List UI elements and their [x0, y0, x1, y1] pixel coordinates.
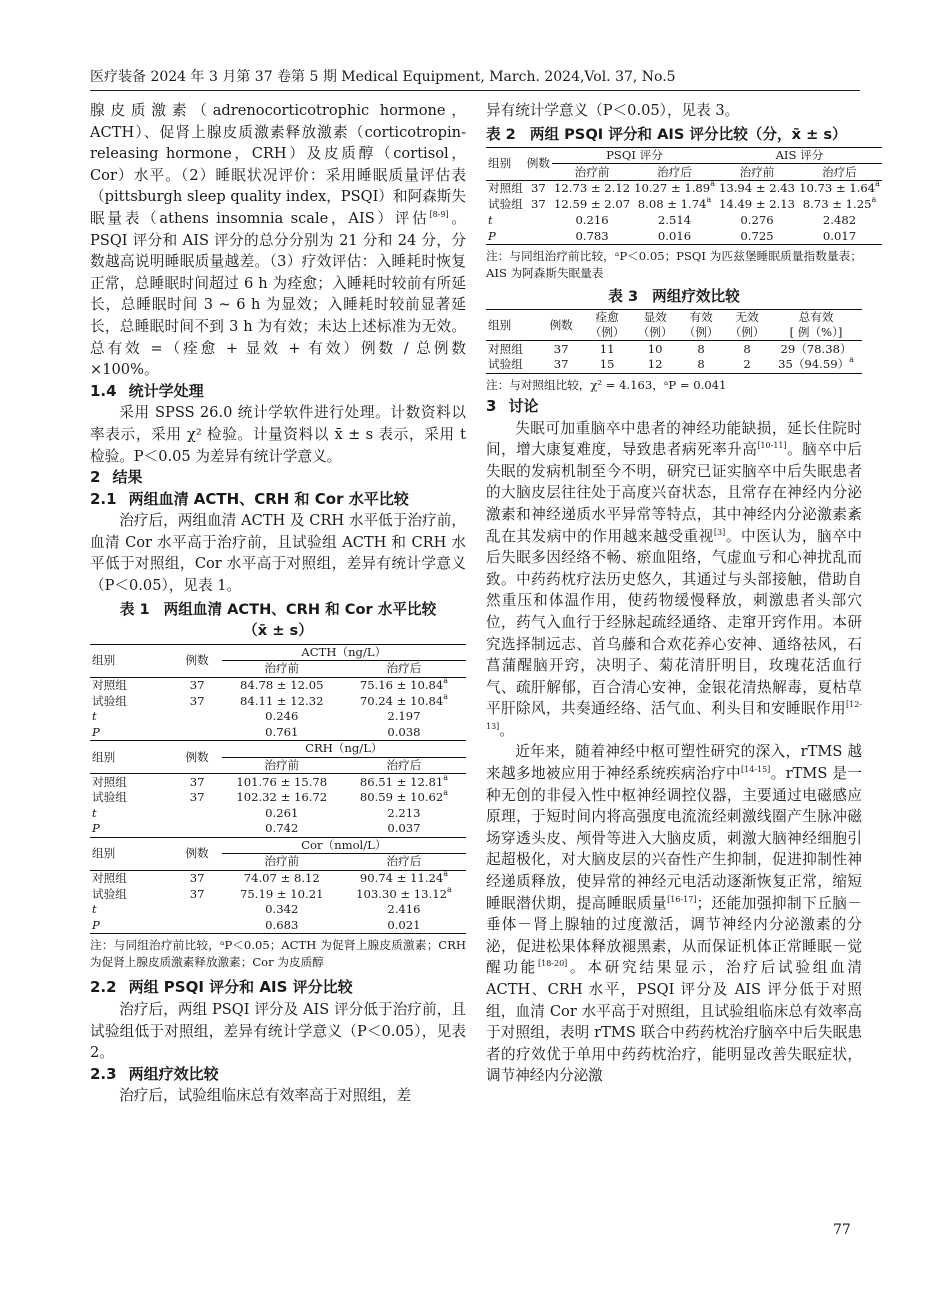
row-group: 对照组	[92, 871, 127, 886]
significance-mark: a	[443, 691, 449, 701]
row-ais-after: 10.73 ± 1.64$^a$	[799, 179, 880, 196]
table2-note: 注：与同组治疗前比较，ᵃP＜0.05；PSQI 为匹兹堡睡眠质量指数量表；AIS 为阿森斯失眠量表	[486, 249, 862, 281]
row-after: 2.197	[387, 709, 421, 724]
heading-text: 两组 PSQI 评分和 AIS 评分比较	[128, 978, 353, 997]
running-head: 医疗装备 2024 年 3 月第 37 卷第 5 期 Medical Equipment, March. 2024,Vol. 37, No.5	[90, 69, 676, 85]
row-before: 102.32 ± 16.72	[236, 790, 328, 805]
significance-mark: a	[710, 179, 715, 189]
results-2-3-continued: 异有统计学意义（P＜0.05），见表 3。	[486, 102, 740, 119]
table2-caption	[486, 124, 862, 145]
table-row	[90, 790, 466, 806]
column-header-before: 治疗前	[264, 854, 300, 869]
row-group: 对照组	[92, 677, 127, 692]
methods-text: 腺皮质激素（adrenocorticotrophic hormone，ACTH）、促肾上腺皮质激素释放激素（corticotropin-releasing hormone，CRH）及皮质醇（cortisol，Cor）水平。（2）睡眠状况评价：采用睡眠质量评估表（pittsburgh sleep quality index，PSQI）和阿森斯失眠量表（athens insomnia scale，AIS）评估	[90, 102, 466, 227]
column-header-measure: CRH（ng/L）	[222, 741, 466, 758]
column-header-group: 组别	[92, 749, 116, 764]
row-before: 0.761	[265, 724, 299, 739]
table-label: 表 1	[119, 600, 150, 618]
discussion-text: 。本研究结果显示，治疗后试验组血清 ACTH、CRH 水平，PSQI 评分及 AIS 评分低于对照组，血清 Cor 水平高于对照组，且试验组临床总有效率高于对照组，表明 rTMS 联合中药药枕治疗脑卒中后失眠患者的疗效优于单用中药药枕治疗，能明显改善失眠症状，调节神经内分泌激	[486, 959, 862, 1085]
row-ais-before: 13.94 ± 2.43	[718, 181, 796, 196]
column-header-group: 组别	[488, 156, 512, 171]
row-n	[525, 213, 552, 229]
table-row	[90, 918, 466, 934]
row-after: 70.24 ± 10.84$^a$	[359, 691, 449, 708]
header-rule	[90, 90, 860, 91]
row-before: 0.683	[265, 917, 299, 932]
table-header-row	[90, 644, 466, 661]
column-header-n: 例数	[526, 156, 550, 171]
table-row	[90, 709, 466, 725]
row-group: P	[92, 917, 100, 932]
table-row	[90, 887, 466, 903]
row-before: 74.07 ± 8.12	[243, 871, 320, 886]
row-effective: 8	[697, 357, 705, 372]
table-header-row	[486, 310, 862, 341]
column-header-after: 治疗后	[822, 164, 857, 179]
column-header-after: 治疗后	[386, 661, 422, 676]
row-n: 37	[553, 341, 569, 356]
column-header-psqi: PSQI 评分	[552, 147, 717, 164]
heading-text: 统计学处理	[128, 381, 204, 400]
significance-mark: a	[875, 179, 880, 189]
heading-number: 2	[90, 468, 101, 487]
page-number: 77	[833, 1222, 851, 1238]
row-ais-after: 8.73 ± 1.25$^a$	[802, 195, 877, 212]
table-row	[90, 693, 466, 709]
row-marked: 10	[647, 341, 663, 356]
discussion-text: 失眠可加重脑卒中患者的神经功能缺损，延长住院时间，增大康复难度，导致患者病死率升高	[486, 419, 862, 459]
table-title: 两组血清 ACTH、CRH 和 Cor 水平比较	[163, 600, 437, 618]
row-before: 0.261	[265, 805, 299, 820]
heading-text: 两组疗效比较	[128, 1064, 219, 1083]
row-psqi-before: 0.216	[575, 212, 609, 227]
discussion-text: 。rTMS 是一种无创的非侵入性中枢神经调控仪器，主要通过电磁感应原理，于短时间内将高强度电流流经刺激线圈产生脉冲磁场穿透头皮、颅骨等进入大脑皮质，刺激大脑神经细胞引起超极化，对大脑皮层的兴奋性产生抑制，促进抑制性神经递质释放，使异常的神经元电活动逐渐恢复正常，缩短睡眠潜伏期，提高睡眠质量	[486, 765, 862, 912]
row-before: 0.342	[265, 902, 299, 917]
row-n: 37	[189, 677, 205, 692]
table-row	[486, 197, 882, 213]
significance-mark: a	[871, 195, 877, 205]
column-header-n: 例数	[185, 749, 209, 764]
significance-mark: a	[443, 675, 449, 685]
table-row	[486, 229, 882, 245]
column-header-group: 组别	[92, 846, 116, 861]
row-after: 103.30 ± 13.12$^a$	[356, 884, 452, 901]
significance-mark: a	[443, 772, 449, 782]
row-group: t	[92, 805, 97, 820]
row-n	[173, 709, 222, 725]
row-ais-before: 0.276	[740, 212, 774, 227]
results-2-3-paragraph: 治疗后，试验组临床总有效率高于对照组，差	[119, 1087, 412, 1105]
row-after: 80.59 ± 10.62$^a$	[359, 788, 449, 805]
row-before: 0.246	[265, 709, 299, 724]
table-row	[90, 806, 466, 822]
table-row	[486, 181, 882, 197]
row-n: 37	[189, 871, 205, 886]
row-after: 90.74 ± 11.24$^a$	[359, 869, 449, 886]
row-psqi-before: 0.783	[575, 228, 609, 243]
row-effective: 8	[697, 341, 705, 356]
row-group: 试验组	[92, 790, 127, 805]
discussion-text: ；还能加强抑制下丘脑－垂体－肾上腺轴的过度激活，调节神经内分泌激素的分泌，促进松果体释放褪黑素，从而保证机体正常睡眠－觉醒功能	[486, 894, 862, 977]
discussion-text: 。脑卒中后失眠的发病机制至今不明，研究已证实脑卒中后失眠患者的大脑皮层往往处于高度兴奋状态，且常存在神经内分泌激素和神经递质水平异常等特点，其中神经内分泌激素紊乱在其发病中的作用越来越受重视	[486, 441, 862, 545]
section-heading-3	[486, 396, 862, 418]
column-header-before: 治疗前	[264, 661, 300, 676]
heading-number: 3	[486, 396, 497, 415]
row-total: 29（78.38）	[780, 341, 852, 356]
row-group: 对照组	[488, 341, 523, 356]
results-2-1-paragraph: 治疗后，两组血清 ACTH 及 CRH 水平低于治疗前，血清 Cor 水平高于治疗前，且试验组 ACTH 和 CRH 水平低于对照组，Cor 水平高于对照组，差异有统计学意义（P＜0.05），见表 1。	[90, 512, 466, 595]
heading-text: 结果	[112, 468, 143, 487]
citation: [8-9]	[429, 209, 449, 219]
row-group: 试验组	[488, 357, 523, 372]
table-row	[486, 213, 882, 229]
significance-mark: a	[706, 195, 712, 205]
citation: [3]	[713, 527, 726, 537]
column-header: 有效 （例）	[683, 310, 719, 340]
row-psqi-before: 12.59 ± 2.07	[554, 197, 631, 212]
table-row	[486, 341, 862, 357]
heading-number: 2.3	[90, 1064, 117, 1083]
row-psqi-after: 2.514	[657, 212, 692, 227]
row-group: 对照组	[488, 181, 523, 196]
table-header-row	[90, 837, 466, 854]
row-total: $35(94.59)^a$	[778, 355, 854, 372]
row-after: 2.213	[387, 805, 421, 820]
column-header: 显效 （例）	[637, 310, 673, 340]
table-row	[90, 725, 466, 741]
table3-note: 注：与对照组比较，χ² = 4.163，ᵃP = 0.041	[486, 377, 727, 392]
row-marked: 12	[647, 357, 663, 372]
row-n	[173, 725, 222, 741]
row-psqi-after: 0.016	[657, 228, 692, 243]
discussion-paragraph-1	[486, 418, 862, 742]
heading-text: 两组血清 ACTH、CRH 和 Cor 水平比较	[128, 489, 409, 508]
row-after: 0.037	[387, 821, 421, 836]
row-before: 75.19 ± 10.21	[240, 886, 324, 901]
significance-mark: a	[446, 884, 452, 894]
column-header-after: 治疗后	[386, 854, 422, 869]
citation: [14-15]	[740, 765, 771, 775]
row-group: 对照组	[92, 774, 127, 789]
stats-paragraph: 采用 SPSS 26.0 统计学软件进行处理。计数资料以率表示，采用 χ² 检验。计量资料以 x̄ ± s 表示，采用 t 检验。P＜0.05 为差异有统计学意义。	[90, 404, 466, 465]
row-n	[173, 902, 222, 918]
table-row	[90, 774, 466, 790]
significance-mark: a	[443, 788, 449, 798]
results-2-2-paragraph: 治疗后，两组 PSQI 评分及 AIS 评分低于治疗前，且试验组低于对照组，差异有统计学意义（P＜0.05），见表 2。	[90, 1000, 466, 1062]
row-n: 37	[531, 181, 546, 196]
table-header-row	[486, 147, 882, 164]
row-group: 试验组	[92, 693, 127, 708]
significance-mark: a	[443, 869, 449, 879]
row-n: 37	[531, 197, 546, 212]
citation: [10-11]	[757, 441, 787, 451]
row-group: P	[92, 821, 100, 836]
row-group: 试验组	[488, 197, 523, 212]
discussion-text: 。中医认为，脑卒中后失眠多因经络不畅、瘀血阻络，气虚血亏和心神扰乱而致。中药药枕疗法历史悠久，其通过与头部接触，借助自然重压和体温作用，使药物缓慢释放，刺激患者头部穴位，药气入血行于经脉起疏经通络、走窜开窍作用。本研究选择制远志、首乌藤和合欢花养心安神、通络祛风，石菖蒲醒脑开窍，决明子、菊花清肝明目，玫瑰花活血行气、疏肝解郁，百合清心安神，金银花清热解毒，夏枯草平肝除风，共奏通经络、活气血、利头目和安睡眠作用	[486, 527, 862, 718]
column-header: 组别	[488, 317, 512, 332]
row-cured: 11	[599, 341, 615, 356]
column-header: 痊愈 （例）	[589, 310, 625, 340]
heading-number: 1.4	[90, 381, 117, 400]
table-row	[90, 870, 466, 886]
table-label: 表 2	[486, 125, 516, 143]
table-title: 两组 PSQI 评分和 AIS 评分比较（分，x̄ ± s）	[529, 125, 847, 143]
row-ais-before: 0.725	[740, 228, 774, 243]
row-n: 37	[189, 774, 205, 789]
row-n: 37	[553, 357, 569, 372]
table1-note: 注：与同组治疗前比较，ᵃP＜0.05；ACTH 为促肾上腺皮质激素；CRH 为促肾上腺皮质激素释放激素；Cor 为皮质醇	[90, 938, 466, 970]
row-group: P	[488, 228, 496, 243]
row-before: 84.78 ± 12.05	[240, 677, 324, 692]
row-ais-before: 14.49 ± 2.13	[718, 197, 796, 212]
table1-caption	[90, 599, 466, 620]
section-heading-2-2	[90, 977, 466, 999]
section-heading-2-3	[90, 1064, 466, 1086]
row-group: P	[92, 724, 100, 739]
row-before: 84.11 ± 12.32	[240, 693, 324, 708]
significance-mark: a	[849, 355, 854, 365]
discussion-text: 近年来，随着神经中枢可塑性研究的深入，rTMS 越来越多地被应用于神经系统疾病治疗中	[486, 743, 862, 783]
methods-text-tail: 。PSQI 评分和 AIS 评分的总分分别为 21 分和 24 分，分数越高说明睡眠质量越差。（3）疗效评估：入睡耗时恢复正常，总睡眠时间超过 6 h 为痊愈；入睡耗时较前有所延长，总睡眠时间 3 ~ 6 h 为显效；入睡耗时较前显著延长，总睡眠时间不到 3 h 为有效；未达上述标准为无效。总有效 =（痊愈 + 显效 + 有效）例数 / 总例数 ×100%。	[90, 209, 466, 379]
row-group: t	[92, 709, 97, 724]
row-psqi-before: 12.73 ± 2.12	[554, 181, 631, 196]
section-heading-1-4	[90, 381, 466, 403]
column-header: 例数	[549, 317, 573, 332]
table1	[90, 644, 466, 935]
table3	[486, 309, 862, 374]
row-ais-after: 2.482	[822, 212, 857, 227]
row-cured: 15	[599, 357, 615, 372]
row-n: 37	[189, 886, 205, 901]
section-heading-2	[90, 467, 466, 489]
citation: [16-17]	[667, 894, 697, 904]
row-before: 101.76 ± 15.78	[236, 774, 328, 789]
row-n	[173, 821, 222, 837]
row-after: 86.51 ± 12.81$^a$	[359, 772, 449, 789]
row-n: 37	[189, 693, 205, 708]
table3-caption	[486, 286, 862, 307]
row-group: 试验组	[92, 886, 127, 901]
row-after: 75.16 ± 10.84$^a$	[359, 675, 449, 692]
row-psqi-after: 8.08 ± 1.74$^a$	[637, 195, 712, 212]
methods-paragraph	[90, 100, 466, 381]
column-header-before: 治疗前	[574, 164, 610, 179]
column-header-n: 例数	[185, 846, 209, 861]
table-label: 表 3	[608, 288, 639, 306]
table1-caption-sub: （x̄ ± s）	[243, 621, 313, 639]
column-header-after: 治疗后	[386, 757, 422, 772]
table-row	[90, 821, 466, 837]
right-column	[486, 100, 880, 1087]
column-header-after: 治疗后	[657, 164, 692, 179]
table-row	[90, 677, 466, 693]
row-n	[173, 918, 222, 934]
column-header-n: 例数	[185, 653, 209, 668]
table-row	[90, 902, 466, 918]
row-invalid: 8	[743, 341, 751, 356]
column-header-measure: Cor（nmol/L）	[222, 837, 466, 854]
row-after: 0.021	[387, 917, 421, 932]
row-after: 0.038	[387, 724, 421, 739]
row-group: t	[488, 212, 493, 227]
table-title: 两组疗效比较	[652, 288, 740, 306]
row-ais-after: 0.017	[822, 228, 857, 243]
row-n	[525, 229, 552, 245]
table-row	[486, 357, 862, 373]
discussion-text: 。	[499, 721, 514, 739]
table-header-row	[90, 741, 466, 758]
citation: [18-20]	[538, 959, 568, 969]
heading-text: 讨论	[508, 396, 539, 415]
row-n	[173, 806, 222, 822]
discussion-paragraph-2	[486, 741, 862, 1087]
left-column	[90, 100, 466, 1107]
column-header: 无效 （例）	[729, 310, 765, 340]
row-n: 37	[189, 790, 205, 805]
column-header-before: 治疗前	[264, 757, 300, 772]
heading-number: 2.1	[90, 489, 117, 508]
row-before: 0.742	[265, 821, 299, 836]
column-header: 总有效 [ 例（%）]	[789, 310, 843, 340]
column-header-measure: ACTH（ng/L）	[222, 644, 466, 661]
row-psqi-after: 10.27 ± 1.89$^a$	[634, 179, 715, 196]
heading-number: 2.2	[90, 978, 117, 997]
table2	[486, 147, 882, 246]
row-invalid: 2	[743, 357, 751, 372]
column-header-group: 组别	[92, 653, 116, 668]
row-after: 2.416	[387, 902, 421, 917]
row-group: t	[92, 902, 97, 917]
section-heading-2-1	[90, 489, 466, 511]
citation: [12-13]	[486, 700, 862, 731]
column-header-before: 治疗前	[739, 164, 775, 179]
column-header-ais: AIS 评分	[717, 147, 882, 164]
